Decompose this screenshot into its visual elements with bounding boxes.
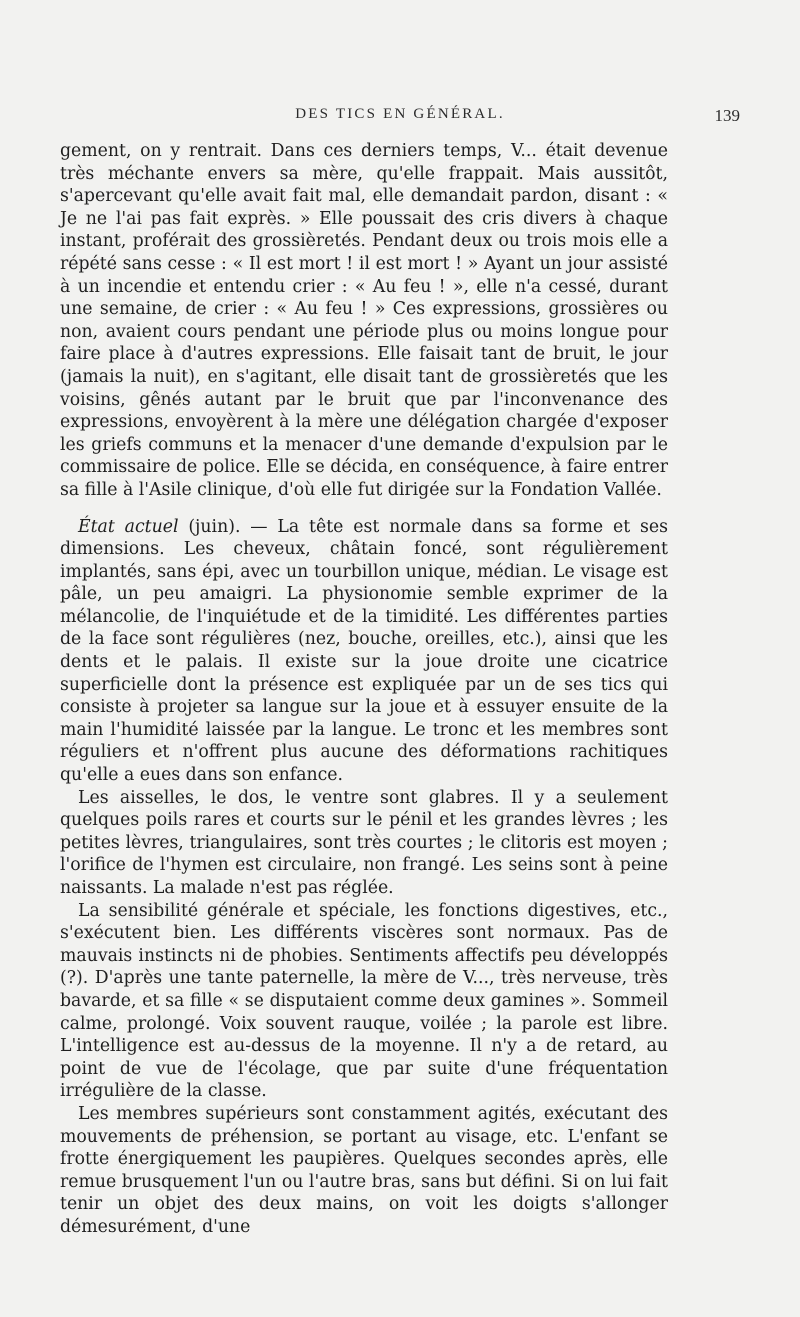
paragraph-5: Les membres supérieurs sont constamment agités, exécutant des mouvements de préhension, se portant au visage, etc. L'enfant se frotte énergiquement les paupières. Quelques secondes après, elle remue brusquement l'un ou l'autre bras, sans but défini. Si on lui fait tenir un objet des deux mains, on voit les doigts s'allonger démesurément, d'une xyxy=(60,1103,668,1237)
body-text xyxy=(60,140,668,1239)
paragraph-4: La sensibilité générale et spéciale, les fonctions digestives, etc., s'exécutent bien. Les différents viscères sont normaux. Pas de mauvais instincts ni de phobies. Sentiments affectifs peu développés (?). D'après une tante paternelle, la mère de V..., très nerveuse, très bavarde, et sa fille « se disputaient comme deux gamines ». Sommeil calme, prolongé. Voix souvent rauque, voilée ; la parole est libre. L'intelligence est au-dessus de la moyenne. Il n'y a de retard, au point de vue de l'écolage, que par suite d'une fréquentation irrégulière de la classe. xyxy=(60,900,668,1102)
page-number: 139 xyxy=(714,106,740,125)
running-head xyxy=(60,106,740,130)
paragraph-1: gement, on y rentrait. Dans ces derniers temps, V... était devenue très méchante envers sa mère, qu'elle frappait. Mais aussitôt, s'apercevant qu'elle avait fait mal, elle demandait pardon, disant : « Je ne l'ai pas fait exprès. » Elle poussait des cris divers à chaque instant, proférait des grossièretés. Pendant deux ou trois mois elle a répété sans cesse : « Il est mort ! il est mort ! » Ayant un jour assisté à un incendie et entendu crier : « Au feu ! », elle n'a cessé, durant une semaine, de crier : « Au feu ! » Ces expressions, grossières ou non, avaient cours pendant une période plus ou moins longue pour faire place à d'autres expressions. Elle faisait tant de bruit, le jour (jamais la nuit), en s'agitant, elle disait tant de grossièretés que les voisins, gênés autant par le bruit que par l'inconvenance des expressions, envoyèrent à la mère une délégation chargée d'exposer les griefs communs et la menacer d'une demande d'expulsion par le commissaire de police. Elle se décida, en conséquence, à faire entrer sa fille à l'Asile clinique, d'où elle fut dirigée sur la Fondation Vallée. xyxy=(60,141,668,500)
running-title: DES TICS EN GÉNÉRAL. xyxy=(295,106,505,122)
paragraph-2-text: (juin). — La tête est normale dans sa forme et ses dimensions. Les cheveux, châtain foncé, sont régulièrement implantés, sans épi, avec un tourbillon unique, médian. Le visage est pâle, un peu amaigri. La physionomie semble exprimer de la mélancolie, de l'inquiétude et de la timidité. Les différentes parties de la face sont régulières (nez, bouche, oreilles, etc.), ainsi que les dents et le palais. Il existe sur la joue droite une cicatrice superficielle dont la présence est expliquée par un de ses tics qui consiste à projeter sa langue sur la joue et à essuyer ensuite de la main l'humidité laissée par la langue. Le tronc et les membres sont réguliers et n'offrent plus aucune des déformations rachitiques qu'elle a eues dans son enfance. xyxy=(60,516,668,786)
section-lead-etat-actuel: État actuel xyxy=(78,516,179,537)
paragraph-2 xyxy=(60,516,668,787)
paragraph-3: Les aisselles, le dos, le ventre sont glabres. Il y a seulement quelques poils rares et courts sur le pénil et les grandes lèvres ; les petites lèvres, triangulaires, sont très courtes ; le clitoris est moyen ; l'orifice de l'hymen est circulaire, non frangé. Les seins sont à peine naissants. La malade n'est pas réglée. xyxy=(60,787,668,898)
